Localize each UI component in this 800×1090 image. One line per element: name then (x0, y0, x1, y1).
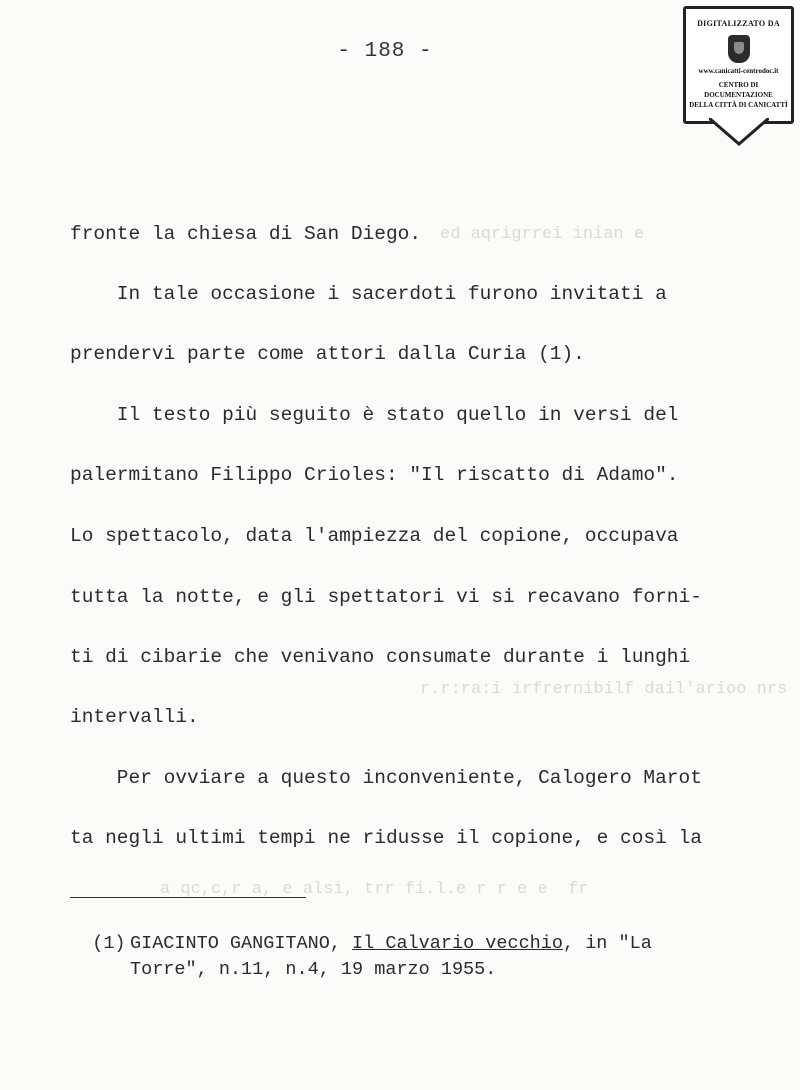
footnote-title: Il Calvario vecchio (352, 933, 563, 954)
body-line: ti di cibarie che venivano consumate durante i lunghi (70, 646, 691, 668)
body-line: Il testo più seguito è stato quello in versi del (70, 404, 679, 426)
stamp-pointer-icon (709, 118, 769, 148)
footnote-rule (70, 897, 306, 898)
coat-of-arms-icon (728, 35, 750, 63)
body-line: ta negli ultimi tempi ne ridusse il copione, e così la (70, 827, 702, 849)
bleed-through-text: ed aqrigrrei inian e (440, 225, 665, 244)
stamp-line-1: CENTRO DI DOCUMENTAZIONE (704, 81, 773, 99)
footnote-suffix: , in "La (562, 933, 652, 954)
footnote-source: Torre", n.11, n.4, 19 marzo 1955. (130, 959, 497, 980)
body-line: fronte la chiesa di San Diego. (70, 223, 422, 245)
body-line: prendervi parte come attori dalla Curia (1). (70, 343, 585, 365)
body-line: Lo spettacolo, data l'ampiezza del copione, occupava (70, 525, 679, 547)
stamp-line-2: DELLA CITTÀ DI CANICATTÌ (689, 101, 788, 109)
body-line: tutta la notte, e gli spettatori vi si recavano forni- (70, 586, 702, 608)
bleed-through-text: r.r:ra:i irfrernibilf dail'arioo nrs (420, 680, 788, 699)
page-number: - 188 - (337, 40, 433, 63)
body-line: intervalli. (70, 706, 199, 728)
body-line: palermitano Filippo Crioles: "Il riscatto di Adamo". (70, 464, 679, 486)
body-line: Per ovviare a questo inconveniente, Calogero Marot (70, 767, 702, 789)
stamp-header: DIGITALIZZATO DA (697, 19, 780, 28)
footnote-marker: (1) (92, 933, 126, 954)
body-line: In tale occasione i sacerdoti furono invitati a (70, 283, 667, 305)
bleed-through-text: a qc,c,r a, e alsi, trr fi.l.e r r e e fr (160, 880, 589, 899)
stamp-url: www.canicatti-centrodoc.it (698, 67, 779, 75)
footnote-author: GIACINTO GANGITANO, (130, 933, 353, 954)
digitization-stamp (683, 6, 794, 124)
